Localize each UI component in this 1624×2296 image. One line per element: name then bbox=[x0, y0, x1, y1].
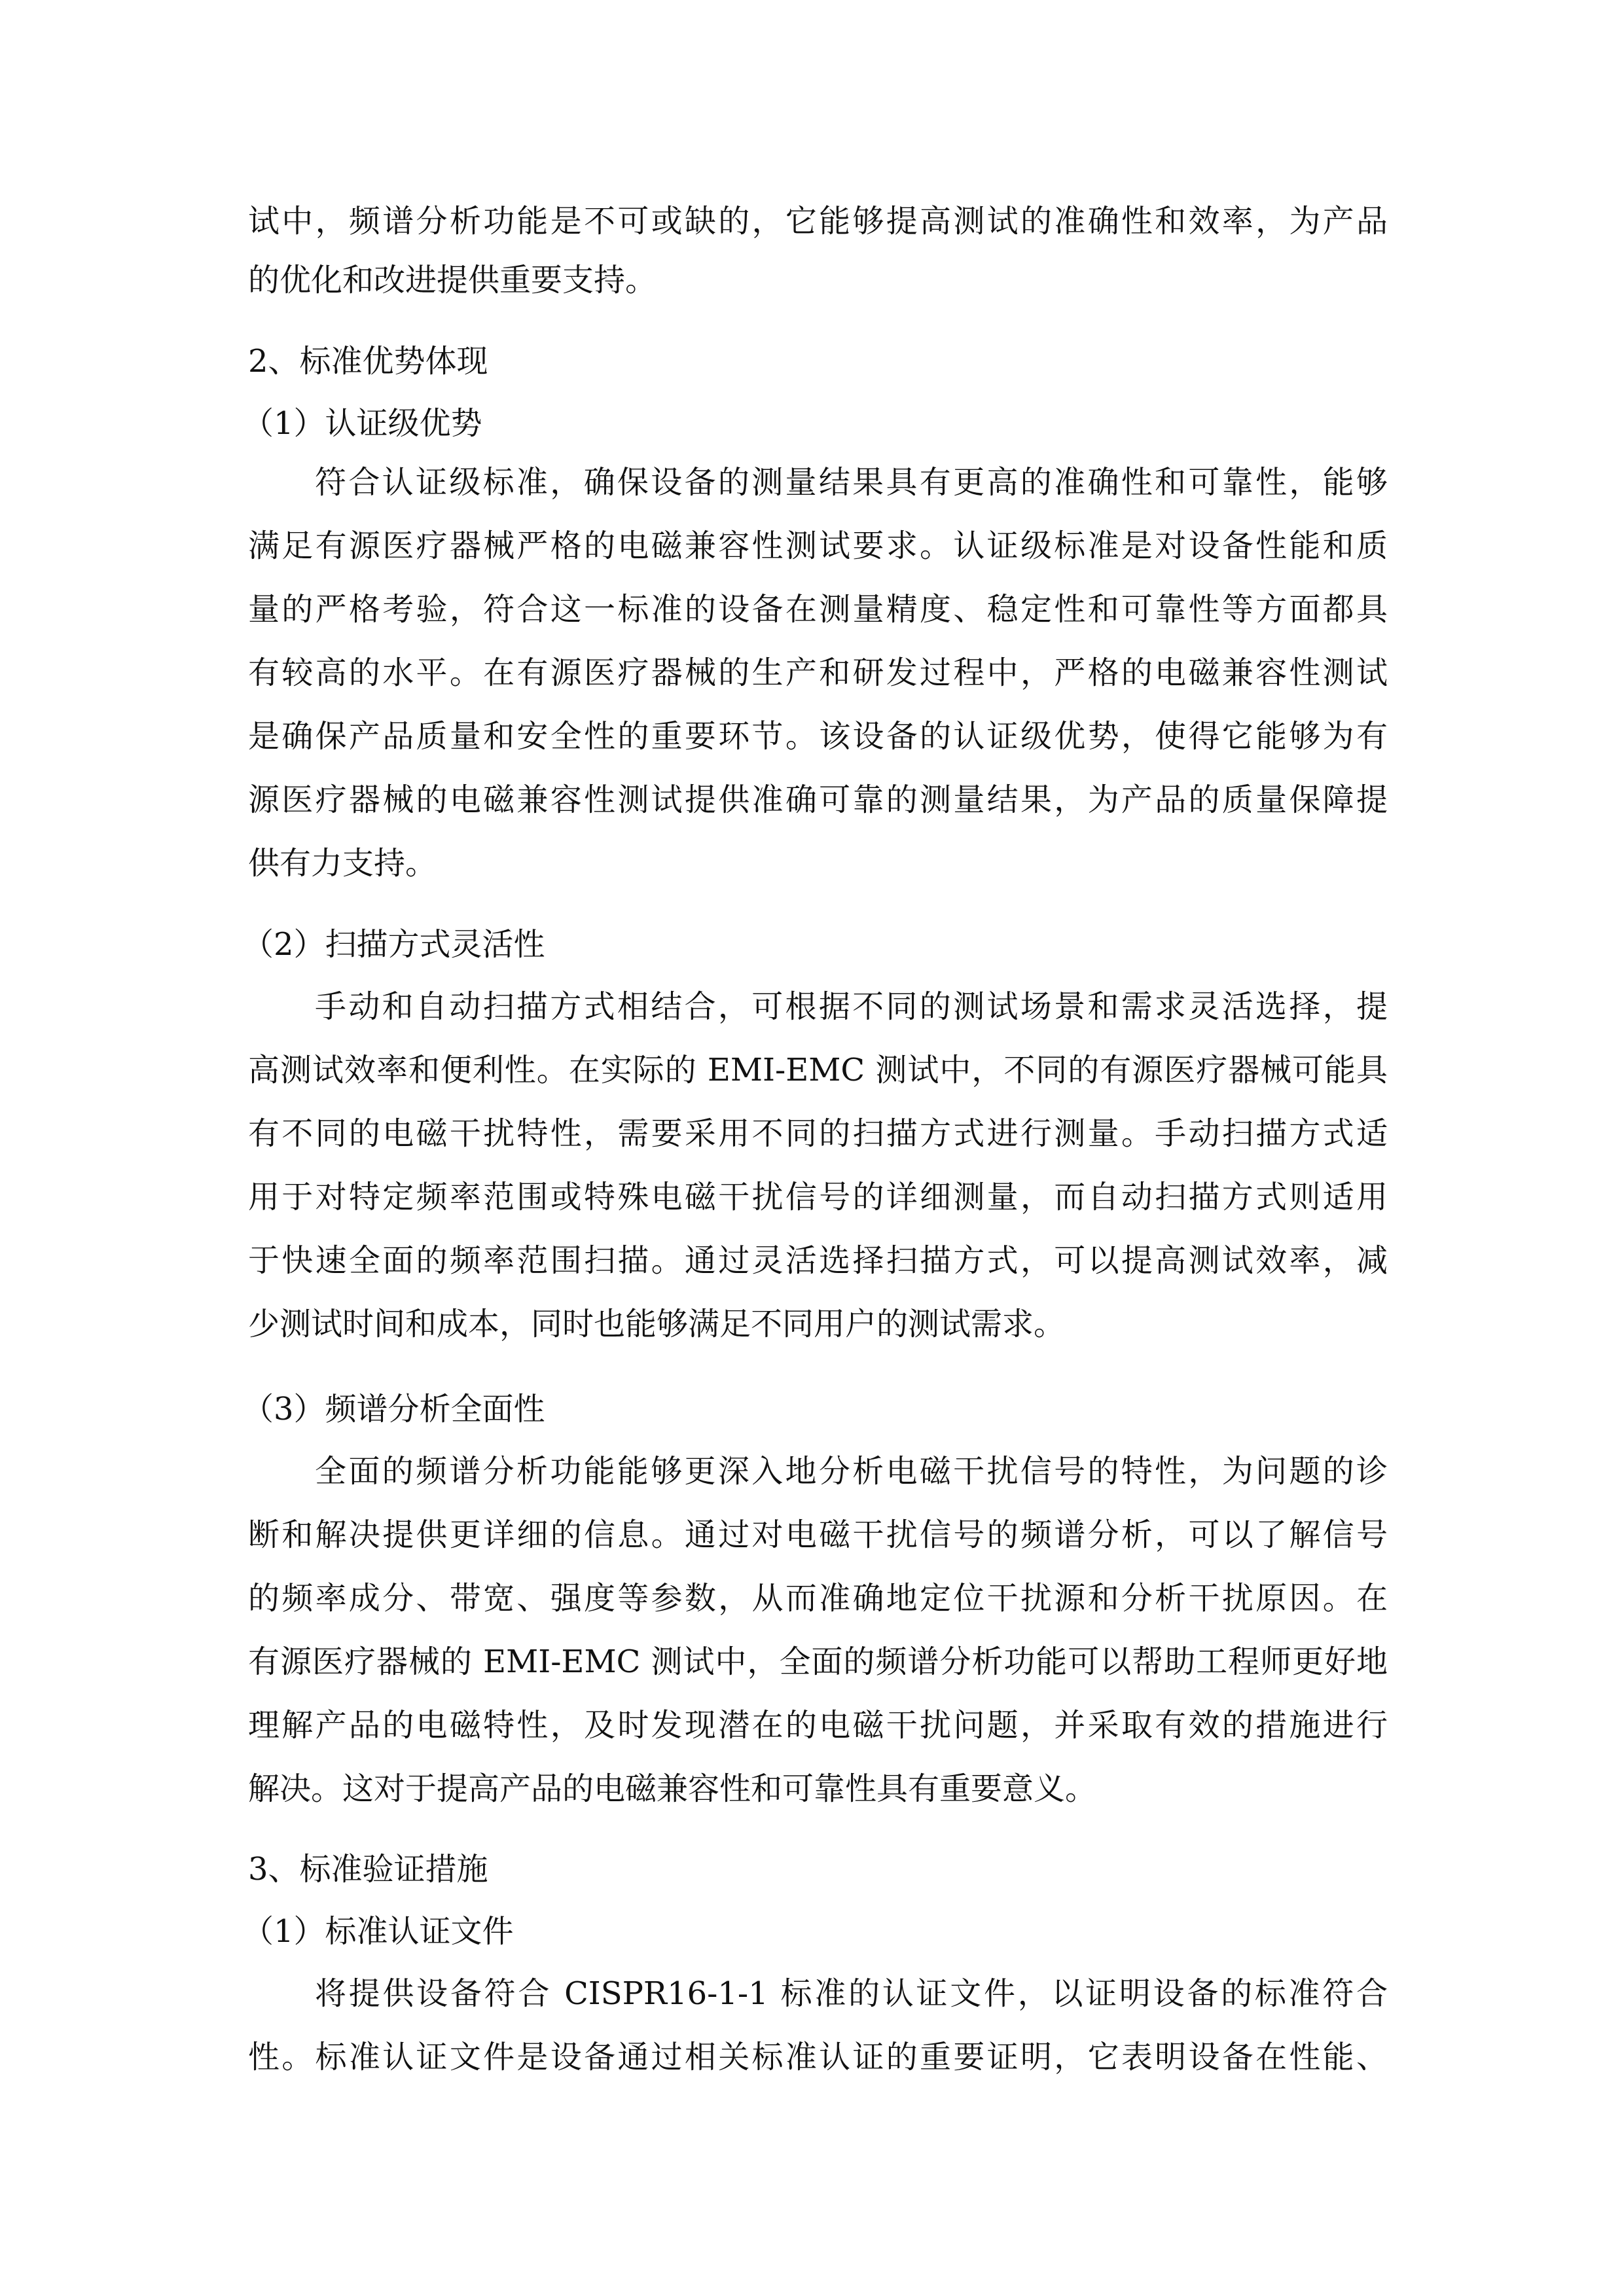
paragraph-line: 理解产品的电磁特性，及时发现潜在的电磁干扰问题，并采取有效的措施进行 bbox=[248, 1707, 1388, 1744]
paragraph-line: 于快速全面的频率范围扫描。通过灵活选择扫描方式，可以提高测试效率，减 bbox=[248, 1242, 1388, 1279]
paragraph-line: 源医疗器械的电磁兼容性测试提供准确可靠的测量结果，为产品的质量保障提 bbox=[248, 781, 1388, 818]
paragraph-line: 符合认证级标准，确保设备的测量结果具有更高的准确性和可靠性，能够 bbox=[315, 464, 1388, 501]
paragraph-line: 性。标准认证文件是设备通过相关标准认证的重要证明，它表明设备在性能、 bbox=[248, 2039, 1388, 2075]
subsection-title: （2）扫描方式灵活性 bbox=[242, 926, 545, 963]
subsection-title: （1）认证级优势 bbox=[242, 405, 482, 442]
section-2-heading: 2、标准优势体现 bbox=[248, 343, 488, 380]
paragraph-line: 断和解决提供更详细的信息。通过对电磁干扰信号的频谱分析，可以了解信号 bbox=[248, 1516, 1388, 1553]
paragraph-line: 手动和自动扫描方式相结合，可根据不同的测试场景和需求灵活选择，提 bbox=[315, 988, 1388, 1025]
paragraph-line: 的频率成分、带宽、强度等参数，从而准确地定位干扰源和分析干扰原因。在 bbox=[248, 1580, 1388, 1617]
paragraph-line: 解决。这对于提高产品的电磁兼容性和可靠性具有重要意义。 bbox=[248, 1770, 1097, 1807]
paragraph-line: 少测试时间和成本，同时也能够满足不同用户的测试需求。 bbox=[248, 1306, 1066, 1342]
paragraph-line: 量的严格考验，符合这一标准的设备在测量精度、稳定性和可靠性等方面都具 bbox=[248, 591, 1388, 628]
paragraph-line: 供有力支持。 bbox=[248, 845, 437, 882]
paragraph-line: 将提供设备符合 CISPR16-1-1 标准的认证文件，以证明设备的标准符合 bbox=[315, 1975, 1388, 2012]
section-3-heading: 3、标准验证措施 bbox=[248, 1851, 488, 1888]
paragraph-line: 有不同的电磁干扰特性，需要采用不同的扫描方式进行测量。手动扫描方式适 bbox=[248, 1115, 1388, 1152]
paragraph-line: 高测试效率和便利性。在实际的 EMI-EMC 测试中，不同的有源医疗器械可能具 bbox=[248, 1052, 1388, 1088]
paragraph-line: 满足有源医疗器械严格的电磁兼容性测试要求。认证级标准是对设备性能和质 bbox=[248, 528, 1388, 564]
intro-line: 的优化和改进提供重要支持。 bbox=[248, 262, 657, 298]
subsection-title: （1）标准认证文件 bbox=[242, 1913, 514, 1950]
paragraph-line: 是确保产品质量和安全性的重要环节。该设备的认证级优势，使得它能够为有 bbox=[248, 718, 1388, 755]
paragraph-line: 用于对特定频率范围或特殊电磁干扰信号的详细测量，而自动扫描方式则适用 bbox=[248, 1179, 1388, 1215]
paragraph-line: 全面的频谱分析功能能够更深入地分析电磁干扰信号的特性，为问题的诊 bbox=[315, 1453, 1388, 1490]
intro-line: 试中，频谱分析功能是不可或缺的，它能够提高测试的准确性和效率，为产品 bbox=[248, 203, 1388, 240]
subsection-title: （3）频谱分析全面性 bbox=[242, 1391, 545, 1427]
paragraph-line: 有源医疗器械的 EMI-EMC 测试中，全面的频谱分析功能可以帮助工程师更好地 bbox=[248, 1643, 1388, 1680]
paragraph-line: 有较高的水平。在有源医疗器械的生产和研发过程中，严格的电磁兼容性测试 bbox=[248, 655, 1388, 691]
